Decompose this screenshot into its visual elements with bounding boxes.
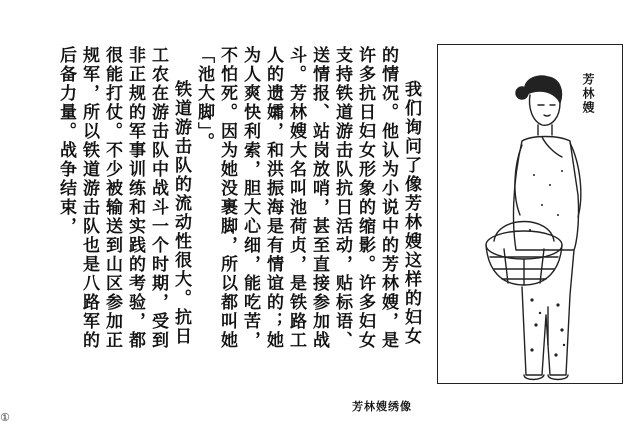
- portrait-illustration: [437, 44, 623, 384]
- figure-caption: 芳林嫂绣像: [352, 400, 412, 413]
- paragraph-2: 铁道游击队的流动性很大。抗日工农在游击队中战斗一个时期，受到非正规的军事训练和实践的考验，都很能打仗。不少被输送到山区参加正规军，所以铁道游击队也是八路军的后备力量。战争结束，: [56, 46, 191, 350]
- paragraph-1: 我们询问了像芳林嫂这样的妇女的情况。他认为小说中的芳林嫂，是许多抗日妇女形象的缩影。许多妇女支持铁道游击队抗日活动，贴标语、送情报、站岗放哨，甚至直接参加战斗。芳林嫂大名叫池荷贞，是铁路工人的遗孀，和洪振海是有情谊的；她为人爽快利索，胆大心细，能吃苦，不怕死。因为她没裹脚，所以都叫她「池大脚」。: [194, 46, 421, 350]
- body-text: [56, 46, 422, 358]
- page-mark: ①: [0, 411, 10, 424]
- figure-label: 芳林嫂: [581, 73, 595, 115]
